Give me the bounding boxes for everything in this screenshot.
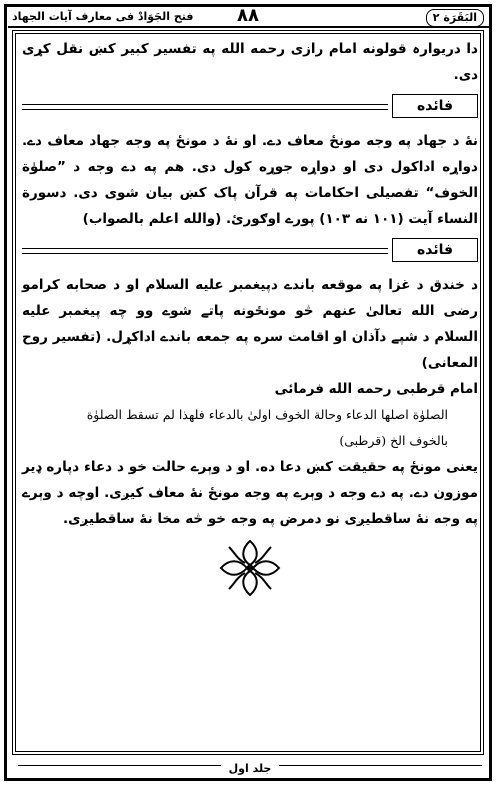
faida-heading-row-1	[22, 92, 478, 122]
surah-label: البَقَرَة ۲	[426, 9, 484, 27]
arabic-quote: الصلوٰة اصلها الدعاء وحالة الخوف اولىٰ بالدعاء فلهذا لم تسقط الصلوٰة	[86, 407, 448, 422]
page-content	[22, 36, 478, 532]
heading-rule	[22, 248, 388, 249]
paragraph-1: دا دريوارہ قولونه امام رازى رحمه الله په تفسير كبير كښ نقل كړى دى.	[22, 41, 478, 83]
faida-heading-1: فائده	[392, 94, 478, 118]
heading-rule	[22, 109, 388, 110]
paragraph-3: د خندق د غزا په موقعه باندے دپيغمبر عليه السلام او د صحابه كرامو رضى الله تعالىٰ عنهم څو مونځونه پاتے شوے وو چه پيغمبر عليه السلام د شپے دآذان او اقامت سره په جمعه باندے اداكړل. (تفسير روح المعانى)	[22, 277, 478, 371]
page-number: ۸۸	[237, 5, 259, 26]
paragraph-4: امام قرطبى رحمه الله فرمائى	[274, 381, 478, 397]
heading-rule	[22, 253, 388, 254]
heading-rule	[22, 104, 388, 105]
book-title: فتح الجَوَادْ فی معارف آيات الجهاد	[12, 10, 194, 23]
page-header	[8, 7, 488, 27]
page-footer	[0, 757, 500, 777]
paragraph-5: يعنى مونځ په حقيقت كښ دعا ده. او د وېرے حالت خو د دعاء دپاره ډير موزون دے. په دے وجه د وېرے په وجه مونځ نۀ معاف كيږى. اوچه د وېرے په وجه نۀ ساقطيږى نو دمرض په وجه خو څه مخا نۀ ساقطيږى.	[22, 459, 478, 527]
paragraph-2: نۀ د جهاد په وجه مونځ معاف دے. او نۀ د مونځ په وجه جهاد معاف دے. دواړه اداكول دى او دواړه جوړه كول دى. هم په دے وجه د ”صلوٰة الخوف“ تفصيلى احكامات په قرآن پاک كښ بيان شوى دى. دسورة النساء آيت (۱۰۱ نه ۱۰۳) پورے اوګورئ. (والله اعلم بالصواب)	[22, 133, 478, 227]
volume-label: جلد اول	[221, 761, 280, 777]
faida-heading-2: فائده	[392, 238, 478, 262]
header-rule	[8, 26, 492, 28]
arabic-source: بالخوف الخ (قرطبى)	[339, 433, 448, 448]
floral-ornament-icon	[215, 537, 285, 599]
faida-heading-row-2	[22, 236, 478, 266]
